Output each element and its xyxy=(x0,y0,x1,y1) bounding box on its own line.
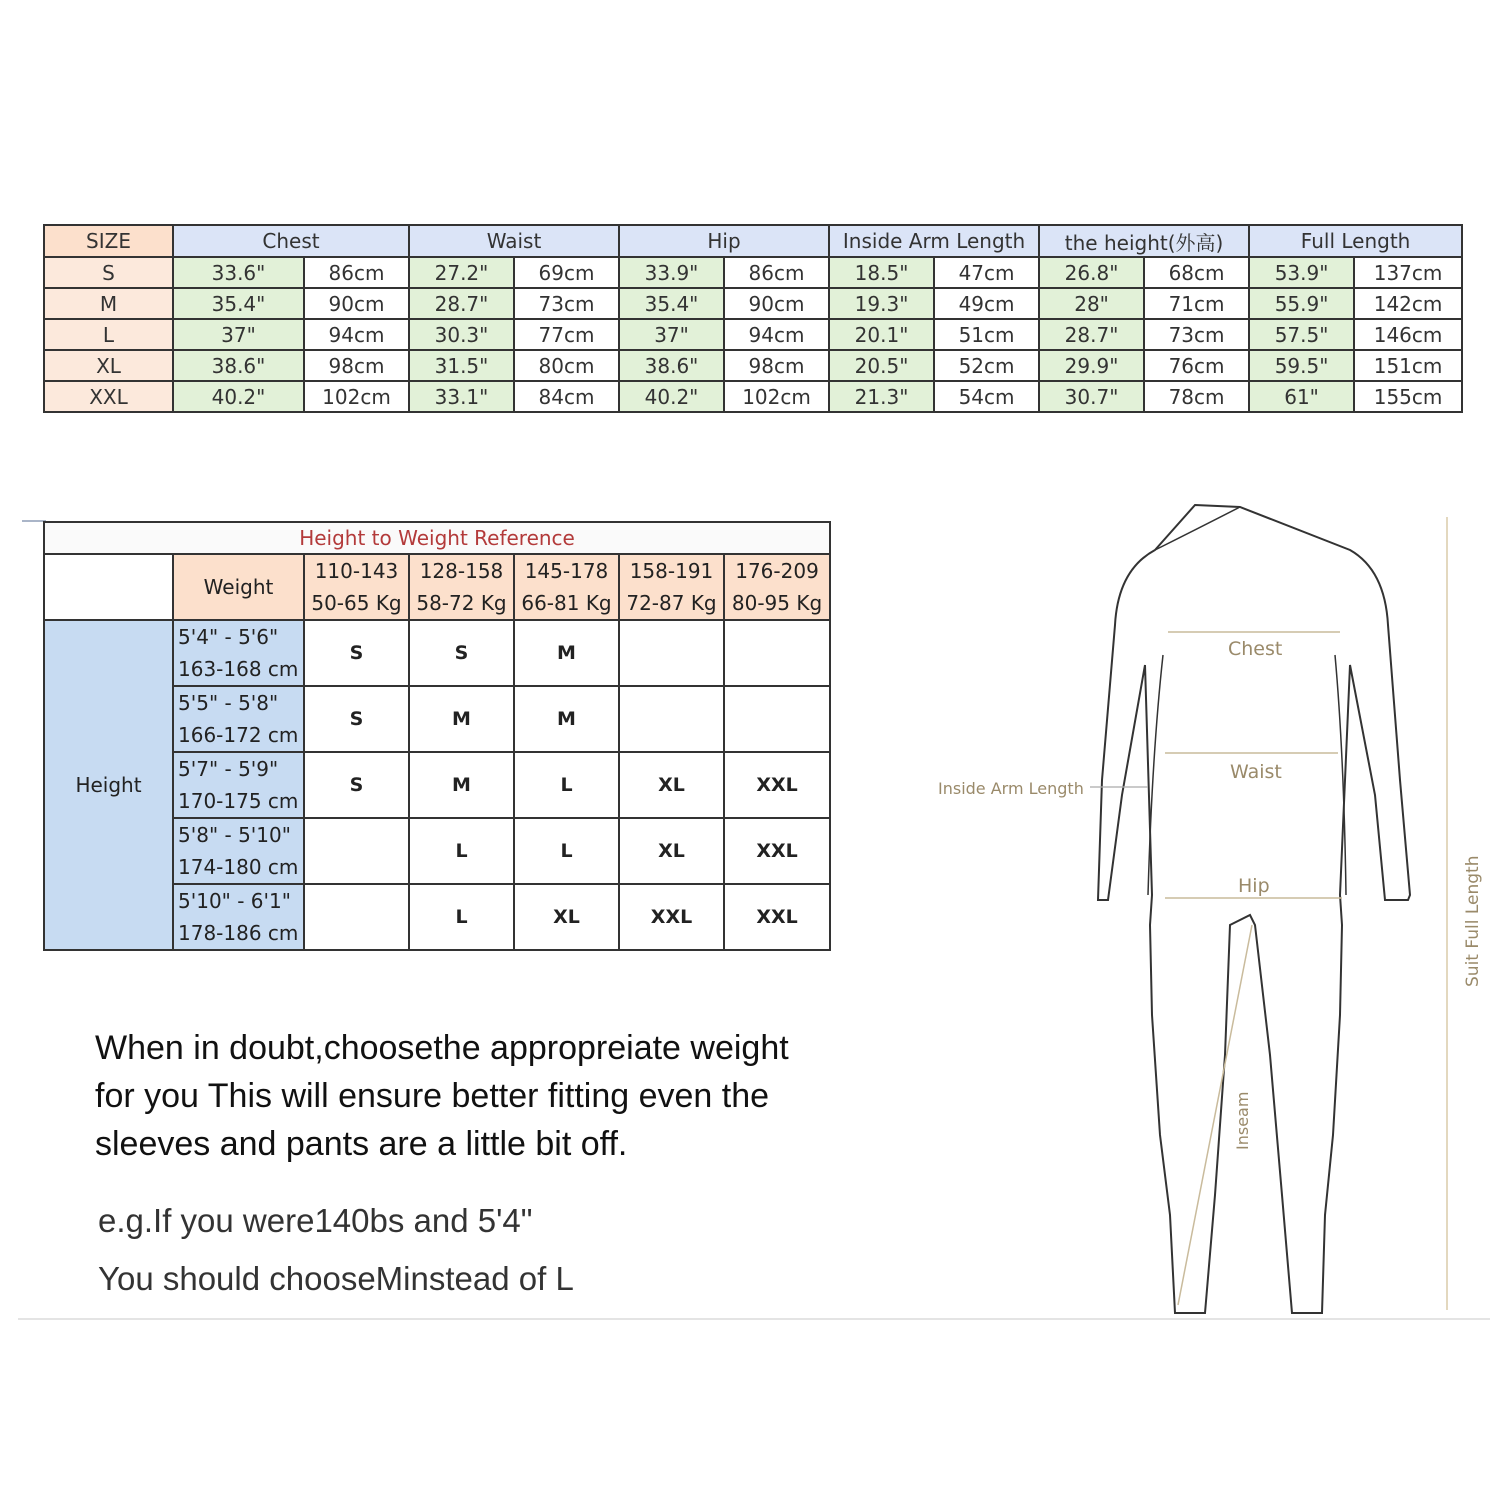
size-row-xxl xyxy=(44,381,1462,412)
recommended-size xyxy=(304,818,409,884)
header-size: SIZE xyxy=(44,225,173,257)
inch-value: 40.2" xyxy=(619,381,724,412)
recommended-size: XXL xyxy=(724,818,830,884)
recommended-size: XL xyxy=(619,752,724,818)
cm-value: 142cm xyxy=(1354,288,1462,319)
cm-value: 69cm xyxy=(514,257,619,288)
recommended-size: S xyxy=(304,620,409,686)
size-row-l xyxy=(44,319,1462,350)
cm-value: 102cm xyxy=(724,381,829,412)
size-chart-header-row xyxy=(44,225,1462,257)
header-height: the height(外高) xyxy=(1039,225,1249,257)
recommended-size: L xyxy=(409,818,514,884)
weight-lb: 176-209 xyxy=(735,559,819,583)
height-weight-reference-table xyxy=(43,521,831,951)
size-label: S xyxy=(44,257,173,288)
suit-outline xyxy=(1098,505,1410,1313)
height-cm: 170-175 cm xyxy=(178,789,299,813)
recommended-size xyxy=(619,686,724,752)
header-hip: Hip xyxy=(619,225,829,257)
recommended-size: M xyxy=(514,686,619,752)
recommended-size: L xyxy=(514,752,619,818)
recommended-size xyxy=(619,620,724,686)
cm-value: 155cm xyxy=(1354,381,1462,412)
recommended-size: S xyxy=(304,752,409,818)
weight-kg: 80-95 Kg xyxy=(731,591,823,615)
header-chest: Chest xyxy=(173,225,409,257)
inch-value: 57.5" xyxy=(1249,319,1354,350)
weight-range xyxy=(514,554,619,620)
height-row xyxy=(44,620,830,686)
cm-value: 52cm xyxy=(934,350,1039,381)
height-ft: 5'7" - 5'9" xyxy=(178,757,279,781)
recommended-size xyxy=(724,686,830,752)
cm-value: 47cm xyxy=(934,257,1039,288)
weight-range xyxy=(724,554,830,620)
inch-value: 28" xyxy=(1039,288,1144,319)
size-label: M xyxy=(44,288,173,319)
cm-value: 77cm xyxy=(514,319,619,350)
cm-value: 102cm xyxy=(304,381,409,412)
recommended-size: L xyxy=(514,818,619,884)
cm-value: 151cm xyxy=(1354,350,1462,381)
inch-value: 30.3" xyxy=(409,319,514,350)
inch-value: 40.2" xyxy=(173,381,304,412)
size-row-m xyxy=(44,288,1462,319)
cm-value: 98cm xyxy=(724,350,829,381)
inch-value: 33.6" xyxy=(173,257,304,288)
inch-value: 33.1" xyxy=(409,381,514,412)
inch-value: 37" xyxy=(619,319,724,350)
recommended-size: M xyxy=(514,620,619,686)
recommended-size: XXL xyxy=(724,752,830,818)
reference-weight-row xyxy=(44,554,830,620)
note-line-3: sleeves and pants are a little bit off. xyxy=(95,1125,628,1163)
recommended-size xyxy=(304,884,409,950)
cm-value: 71cm xyxy=(1144,288,1249,319)
weight-kg: 58-72 Kg xyxy=(416,591,507,615)
height-range xyxy=(173,818,304,884)
inch-value: 28.7" xyxy=(409,288,514,319)
wetsuit-diagram xyxy=(930,495,1490,1325)
weight-kg: 66-81 Kg xyxy=(521,591,612,615)
weight-lb: 158-191 xyxy=(629,559,714,583)
inch-value: 59.5" xyxy=(1249,350,1354,381)
recommended-size: XL xyxy=(514,884,619,950)
height-range xyxy=(173,884,304,950)
inch-value: 33.9" xyxy=(619,257,724,288)
weight-range xyxy=(619,554,724,620)
inch-value: 35.4" xyxy=(173,288,304,319)
recommended-size: S xyxy=(409,620,514,686)
cm-value: 84cm xyxy=(514,381,619,412)
cm-value: 137cm xyxy=(1354,257,1462,288)
cm-value: 51cm xyxy=(934,319,1039,350)
cm-value: 80cm xyxy=(514,350,619,381)
cm-value: 94cm xyxy=(724,319,829,350)
inch-value: 20.1" xyxy=(829,319,934,350)
size-chart-table xyxy=(43,224,1463,413)
cm-value: 98cm xyxy=(304,350,409,381)
cm-value: 90cm xyxy=(304,288,409,319)
height-range xyxy=(173,686,304,752)
height-ft: 5'8" - 5'10" xyxy=(178,823,291,847)
reference-title-row xyxy=(44,522,830,554)
inside-arm-length-label: Inside Arm Length xyxy=(938,779,1084,798)
suit-neck xyxy=(1155,507,1240,550)
weight-kg: 72-87 Kg xyxy=(626,591,717,615)
inch-value: 28.7" xyxy=(1039,319,1144,350)
reference-corner xyxy=(44,554,173,620)
cm-value: 73cm xyxy=(1144,319,1249,350)
example-line-1: e.g.If you were140bs and 5'4" xyxy=(98,1202,533,1239)
inch-value: 61" xyxy=(1249,381,1354,412)
recommended-size: S xyxy=(304,686,409,752)
weight-lb: 145-178 xyxy=(524,559,609,583)
inch-value: 21.3" xyxy=(829,381,934,412)
inch-value: 29.9" xyxy=(1039,350,1144,381)
height-cm: 178-186 cm xyxy=(178,921,299,945)
inch-value: 31.5" xyxy=(409,350,514,381)
cm-value: 76cm xyxy=(1144,350,1249,381)
waist-label: Waist xyxy=(1230,761,1282,783)
height-ft: 5'5" - 5'8" xyxy=(178,691,279,715)
height-range xyxy=(173,620,304,686)
weight-range xyxy=(409,554,514,620)
height-cm: 166-172 cm xyxy=(178,723,299,747)
height-cm: 174-180 cm xyxy=(178,855,299,879)
note-line-1: When in doubt,choosethe appropreiate weight xyxy=(95,1029,789,1067)
inch-value: 38.6" xyxy=(173,350,304,381)
inch-value: 37" xyxy=(173,319,304,350)
cm-value: 86cm xyxy=(304,257,409,288)
chest-label: Chest xyxy=(1228,638,1283,660)
cm-value: 68cm xyxy=(1144,257,1249,288)
weight-lb: 110-143 xyxy=(314,559,399,583)
recommended-size: L xyxy=(409,884,514,950)
inch-value: 35.4" xyxy=(619,288,724,319)
note-line-2: for you This will ensure better fitting even the xyxy=(95,1077,770,1115)
fitting-note xyxy=(95,1024,895,1168)
recommended-size: M xyxy=(409,686,514,752)
weight-label: Weight xyxy=(173,554,304,620)
inch-value: 18.5" xyxy=(829,257,934,288)
inseam-label: Inseam xyxy=(1233,1091,1252,1150)
cm-value: 54cm xyxy=(934,381,1039,412)
header-full-length: Full Length xyxy=(1249,225,1462,257)
example-line-2: You should chooseMinstead of L xyxy=(98,1260,574,1297)
header-waist: Waist xyxy=(409,225,619,257)
inch-value: 26.8" xyxy=(1039,257,1144,288)
size-row-xl xyxy=(44,350,1462,381)
recommended-size: XXL xyxy=(724,884,830,950)
cm-value: 94cm xyxy=(304,319,409,350)
size-label: XL xyxy=(44,350,173,381)
header-inside-arm-length: Inside Arm Length xyxy=(829,225,1039,257)
size-label: L xyxy=(44,319,173,350)
recommended-size: XL xyxy=(619,818,724,884)
reference-title: Height to Weight Reference xyxy=(44,522,830,554)
inch-value: 27.2" xyxy=(409,257,514,288)
height-label: Height xyxy=(44,620,173,950)
weight-kg: 50-65 Kg xyxy=(311,591,402,615)
recommended-size xyxy=(724,620,830,686)
cm-value: 73cm xyxy=(514,288,619,319)
height-cm: 163-168 cm xyxy=(178,657,299,681)
hip-label: Hip xyxy=(1238,875,1270,897)
cm-value: 146cm xyxy=(1354,319,1462,350)
inch-value: 30.7" xyxy=(1039,381,1144,412)
size-row-s xyxy=(44,257,1462,288)
inch-value: 19.3" xyxy=(829,288,934,319)
full-length-label: Suit Full Length xyxy=(1463,855,1483,987)
size-label: XXL xyxy=(44,381,173,412)
recommended-size: M xyxy=(409,752,514,818)
cm-value: 86cm xyxy=(724,257,829,288)
height-range xyxy=(173,752,304,818)
reference-body xyxy=(44,522,830,950)
weight-lb: 128-158 xyxy=(419,559,504,583)
cm-value: 90cm xyxy=(724,288,829,319)
inch-value: 38.6" xyxy=(619,350,724,381)
size-chart-body xyxy=(44,257,1462,412)
inch-value: 53.9" xyxy=(1249,257,1354,288)
inch-value: 55.9" xyxy=(1249,288,1354,319)
recommended-size: XXL xyxy=(619,884,724,950)
cm-value: 78cm xyxy=(1144,381,1249,412)
cm-value: 49cm xyxy=(934,288,1039,319)
height-ft: 5'4" - 5'6" xyxy=(178,625,279,649)
weight-range xyxy=(304,554,409,620)
inch-value: 20.5" xyxy=(829,350,934,381)
height-ft: 5'10" - 6'1" xyxy=(178,889,291,913)
